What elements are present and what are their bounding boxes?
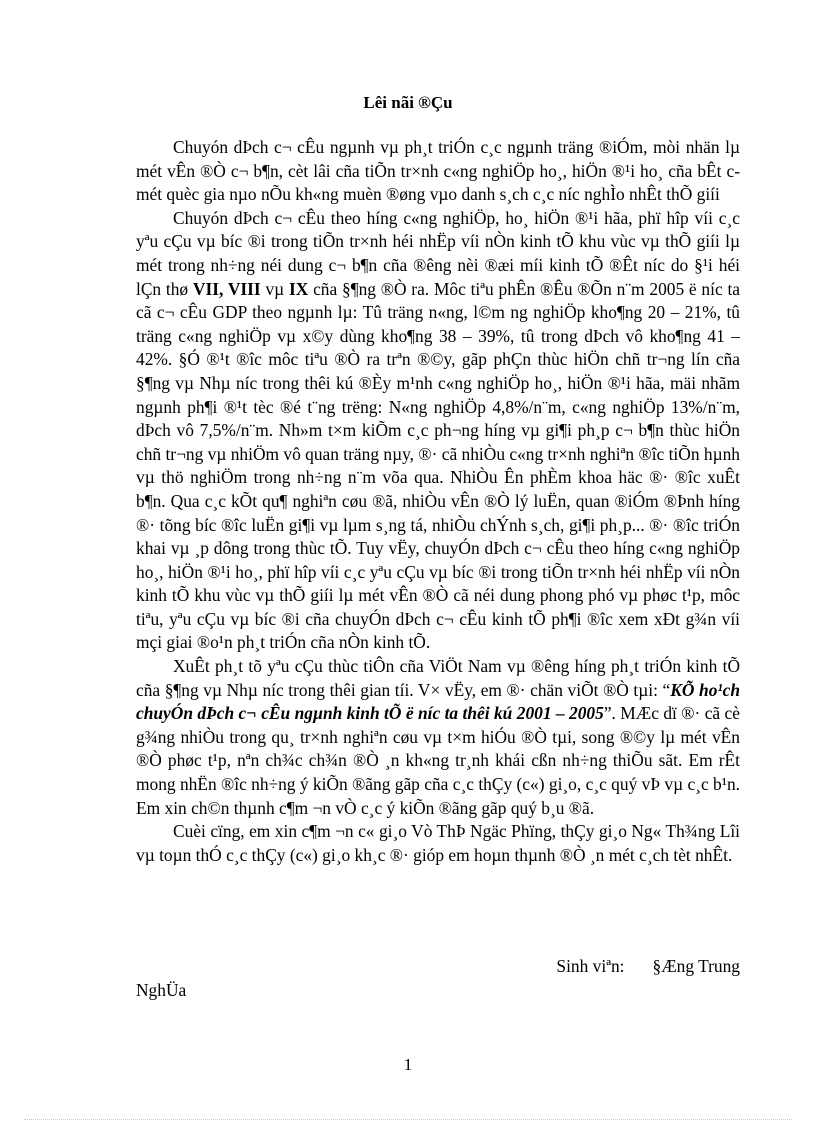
signature-row [136,955,740,979]
paragraph-2-bold-congress-ix: IX [288,278,309,299]
paragraph-2 [136,207,740,655]
page-title: Lêi nãi ®Çu [363,93,453,112]
paragraph-4-text: Cuèi cïng, em xin c¶m ¬n c« gi¸o Vò ThÞ Ngäc Phïng, thÇy gi¸o Ng« Th¾ng Lîi vµ toµn thÓ c¸c thÇy (c«) gi¸o kh¸c ®· gióp em hoµn thµnh ®Ò ¸n mét c¸ch tèt nhÊt. [136,821,740,865]
paragraph-3 [136,655,740,820]
signature-label: Sinh viªn: [556,956,625,976]
paragraph-1-text: Chuyón dÞch c¬ cÊu ngµnh vµ ph¸t triÓn c¸c ngµnh träng ®iÓm, mòi nhän lµ mét vÊn ®Ò c¬ b¶n, cèt lâi cña tiÕn tr×nh c«ng nghiÖp ho¸, hiÖn ®¹i ho¸ cña bÊt c mét quèc gia nµo nÕu kh«ng muèn ®øng vµo danh s¸ch c¸c níc nghÌo nhÊt thÕ giíi [136,137,740,205]
paragraph-3-text-start: XuÊt ph¸t tõ yªu cÇu thùc tiÔn cña ViÖt Nam vµ ®êng híng ph¸t triÓn kinh tÕ cña §¶ng vµ Nhµ níc trong thêi gian tíi. V× vËy, em ®· chän viÕt ®Ò tµi: “ [136,656,740,700]
page-bottom-divider [24,1119,792,1120]
paragraph-2-text-mid: vµ [260,278,289,299]
signature-name-line1: §Æng Trung [652,956,740,976]
signature-name-line2: NghÜa [136,979,187,1000]
signature-block [136,955,740,1002]
paragraph-3-text-end: ”. MÆc dï ®· cã cè g¾ng nhiÒu trong qu¸ tr×nh nghiªn cøu vµ t×m hiÓu ®Ò tµi, song ®©y lµ mét vÊn ®Ò phøc t¹p, nªn ch¾c ch¾n ®Ò ¸n kh«ng tr¸nh khái cßn nh÷ng thiÕu sãt. Em rÊt mong nhËn ®îc nh÷ng ý kiÕn ®ãng gãp cña c¸c thÇy (c«) gi¸o, c¸c quý vÞ vµ c¸c b¹n. Em xin ch©n thµnh c¶m ¬n vÒ c¸c ý kiÕn ®ãng gãp quý b¸u ®ã. [136,703,740,818]
paragraph-2-bold-congresses: VII, VIII [192,278,261,299]
paragraph-4 [136,820,740,867]
paragraph-3-topic-title: KÕ ho¹ch chuyÓn dÞch c¬ cÊu ngµnh kinh tÕ ë níc ta thêi kú 2001 – 2005 [136,679,740,724]
page-number: 1 [403,1055,413,1074]
paragraph-2-text-end: cña §¶ng ®Ò ra. Môc tiªu phÊn ®Êu ®Õn n¨m 2005 ë níc ta cã c¬ cÊu GDP theo ngµnh lµ: Tû träng n«ng, l©m ng nghiÖp kho¶ng 20 – 21%, tû träng c«ng nghiÖp vµ x©y dùng kho¶ng 38 – 39%, tû trong dÞch vô kho¶ng 41 – 42%. §Ó ®¹t ®îc môc tiªu ®Ò ra trªn ®©y, gãp phÇn thùc hiÖn chñ tr¬ng lín cña §¶ng vµ Nhµ níc trong thêi kú ®Èy m¹nh c«ng nghiÖp ho¸, hiÖn ®¹i hãa, mäi nhãm ngµnh ph¶i ®¹t tèc ®é t¨ng trëng: N«ng nghiÖp 4,8%/n¨m, c«ng nghiÖp 13%/n¨m, dÞch vô 7,5%/n¨m. Nh»m t×m kiÕm c¸c ph¬ng híng vµ gi¶i ph¸p c¬ b¶n thùc hiÖn chñ tr¬ng vµ nhiÖm vô quan träng nµy, ®· cã nhiÒu c«ng tr×nh nghiªn ®îc tiÕn hµnh vµ thö nghiÖm trong nh÷ng n¨m võa qua. NhiÒu Ên phÈm khoa häc ®· ®îc xuÊt b¶n. Qua c¸c kÕt qu¶ nghiªn cøu ®ã, nhiÒu vÊn ®Ò lý luËn, quan ®iÓm ®Þnh híng ®· tõng bíc ®îc luËn gi¶i vµ lµm s¸ng tá, nhiÒu chÝnh s¸ch, gi¶i ph¸p... ®· ®îc triÓn khai vµ ¸p dông trong thùc tÕ. Tuy vËy, chuyÓn dÞch c¬ cÊu theo híng c«ng nghiÖp ho¸, hiÖn ®¹i ho¸, phï hîp víi c¸c yªu cÇu vµ bíc ®i trong tiÕn tr×nh héi nhËp víi nÒn kinh tÕ khu vùc vµ thÕ giíi lµ mét vÊn ®Ò cã néi dung phong phó vµ phøc t¹p, môc tiªu, yªu cÇu vµ bíc ®i cña chuyÓn dÞch c¬ cÊu kinh tÕ ph¶i ®îc xem xÐt g¾n víi mçi giai ®o¹n ph¸t triÓn cña nÒn kinh tÕ. [136,278,741,653]
document-body [136,136,740,867]
paragraph-1 [136,136,740,207]
paragraph-2-text-start: Chuyón dÞch c¬ cÊu theo híng c«ng nghiÖp, ho¸ hiÖn ®¹i hãa, phï hîp víi c¸c yªu cÇu vµ bíc ®i trong tiÕn tr×nh héi nhËp víi nÒn kinh tÕ khu vùc vµ thÕ giíi lµ mét trong nh÷ng néi dung c¬ b¶n cña ®êng nèi ®æi míi kinh tÕ ®Êt níc do §¹i héi lÇn thø [136,207,740,299]
